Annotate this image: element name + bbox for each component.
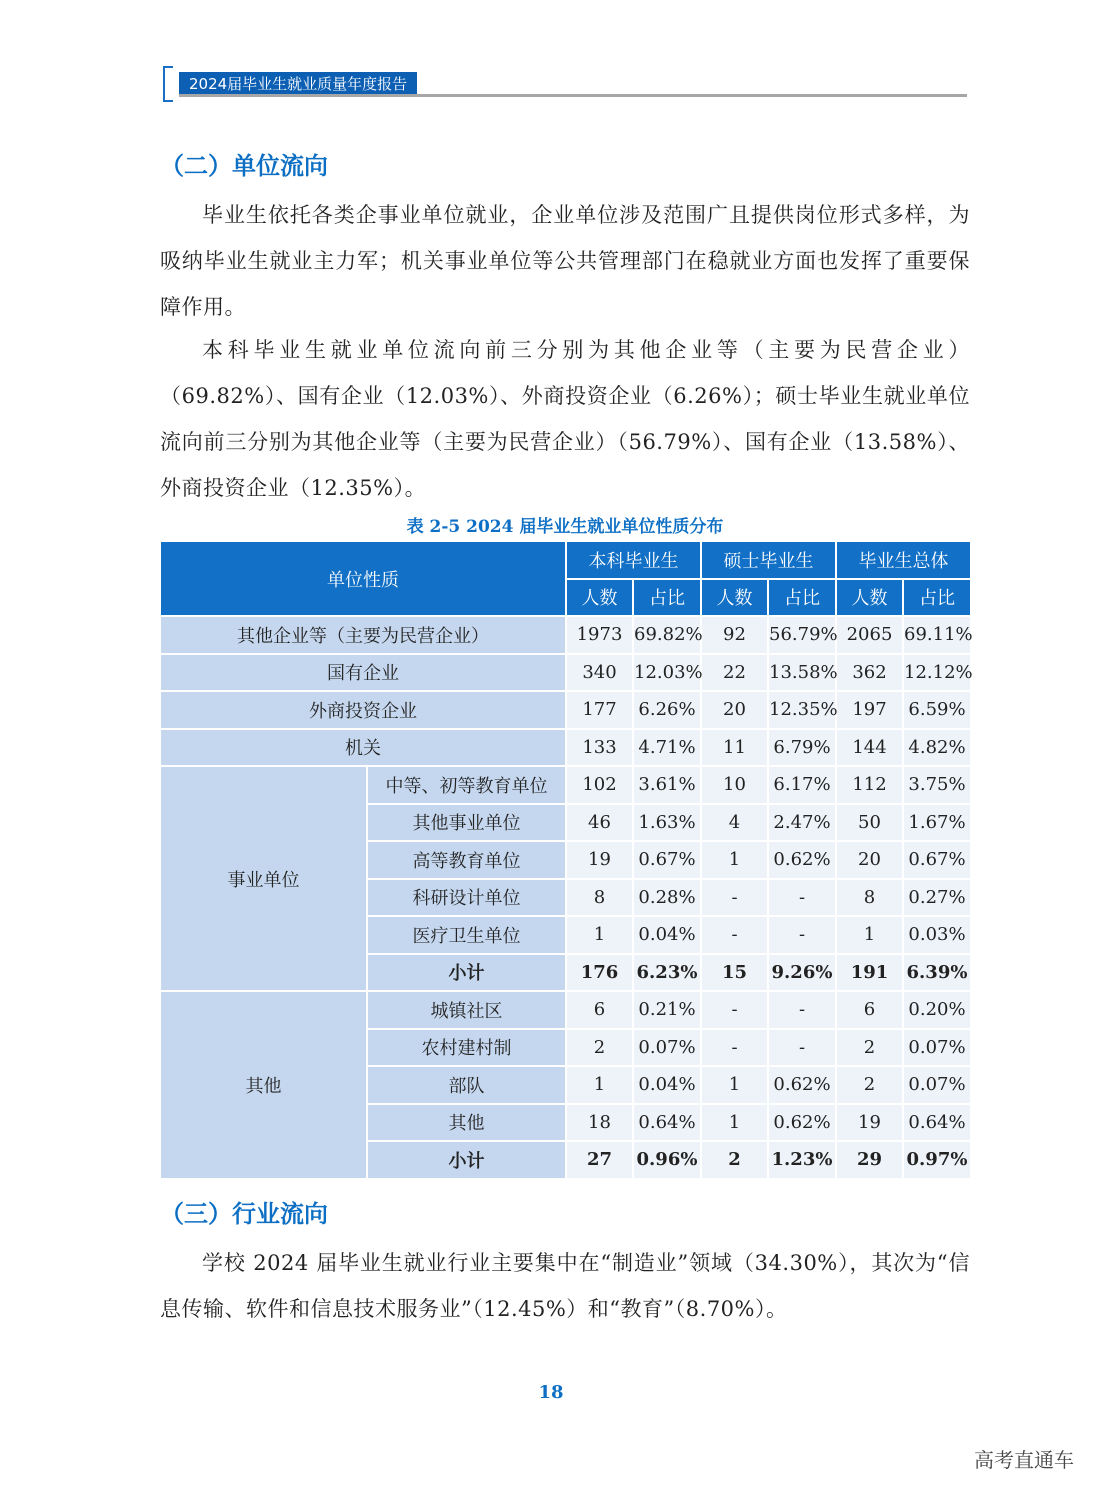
- table-cell: 0.28%: [633, 879, 701, 917]
- table-cell: 其他: [160, 991, 367, 1179]
- table-cell: 其他: [367, 1104, 566, 1142]
- table-cell: 0.04%: [633, 916, 701, 954]
- table-cell: 0.67%: [633, 841, 701, 879]
- table-cell: 46: [566, 804, 633, 842]
- table-cell: 191: [836, 954, 903, 992]
- table-cell: 6.23%: [633, 954, 701, 992]
- table-cell: 69.11%: [903, 616, 971, 654]
- table-cell: 0.20%: [903, 991, 971, 1029]
- table-cell: 0.62%: [768, 1066, 836, 1104]
- table-cell: 27: [566, 1141, 633, 1179]
- header-title: 2024届毕业生就业质量年度报告: [179, 72, 417, 96]
- header-total: 毕业生总体: [836, 541, 971, 579]
- table-row: [160, 729, 971, 767]
- table-cell: 18: [566, 1104, 633, 1142]
- table-cell: 0.21%: [633, 991, 701, 1029]
- table-cell: 0.62%: [768, 841, 836, 879]
- table-cell: 2: [836, 1066, 903, 1104]
- table-cell: -: [701, 991, 768, 1029]
- header-undergrad: 本科毕业生: [566, 541, 701, 579]
- header-ratio: 占比: [633, 579, 701, 617]
- table-row: [160, 654, 971, 692]
- header-ratio: 占比: [903, 579, 971, 617]
- table-cell: 国有企业: [160, 654, 566, 692]
- section-title-unit-flow: （二）单位流向: [160, 152, 328, 180]
- table-cell: 102: [566, 766, 633, 804]
- header-master: 硕士毕业生: [701, 541, 836, 579]
- table-cell: 3.75%: [903, 766, 971, 804]
- table-caption: 表 2-5 2024 届毕业生就业单位性质分布: [406, 517, 724, 537]
- table-cell: 城镇社区: [367, 991, 566, 1029]
- page-number: 18: [538, 1382, 564, 1403]
- table-cell: 0.64%: [903, 1104, 971, 1142]
- table-cell: 0.27%: [903, 879, 971, 917]
- paragraph-unit-intro: 毕业生依托各类企事业单位就业，企业单位涉及范围广且提供岗位形式多样，为吸纳毕业生就业主力军；机关事业单位等公共管理部门在稳就业方面也发挥了重要保障作用。: [160, 203, 970, 319]
- table-cell: 50: [836, 804, 903, 842]
- table-cell: 19: [566, 841, 633, 879]
- table-cell: 1: [701, 841, 768, 879]
- table-row: [160, 691, 971, 729]
- table-cell: -: [768, 879, 836, 917]
- header-rule: [179, 94, 967, 97]
- table-cell: 6.59%: [903, 691, 971, 729]
- paragraph-unit-top3: 本科毕业生就业单位流向前三分别为其他企业等（主要为民营企业）（69.82%）、国有企业（12.03%）、外商投资企业（6.26%）；硕士毕业生就业单位流向前三分别为其他企业等（主要为民营企业）（56.79%）、国有企业（13.58%）、外商投资企业（12.35%）。: [160, 338, 970, 500]
- table-cell: 1: [566, 1066, 633, 1104]
- table-cell: 56.79%: [768, 616, 836, 654]
- table-cell: 农村建村制: [367, 1029, 566, 1067]
- header-count: 人数: [836, 579, 903, 617]
- table-cell: 176: [566, 954, 633, 992]
- table-cell: 29: [836, 1141, 903, 1179]
- header-count: 人数: [566, 579, 633, 617]
- table-cell: 医疗卫生单位: [367, 916, 566, 954]
- table-cell: -: [701, 879, 768, 917]
- header-unit-nature: 单位性质: [160, 541, 566, 616]
- table-cell: 15: [701, 954, 768, 992]
- table-cell: 3.61%: [633, 766, 701, 804]
- table-cell: 6: [836, 991, 903, 1029]
- unit-nature-table: [159, 540, 972, 1180]
- table-cell: 事业单位: [160, 766, 367, 991]
- table-cell: 112: [836, 766, 903, 804]
- table-cell: 133: [566, 729, 633, 767]
- table-cell: 6.39%: [903, 954, 971, 992]
- table-cell: 11: [701, 729, 768, 767]
- table-cell: 0.97%: [903, 1141, 971, 1179]
- table-cell: 中等、初等教育单位: [367, 766, 566, 804]
- table-cell: 4: [701, 804, 768, 842]
- table-cell: 0.67%: [903, 841, 971, 879]
- table-cell: 20: [836, 841, 903, 879]
- table-cell: -: [701, 916, 768, 954]
- watermark: 高考直通车: [974, 1448, 1074, 1472]
- table-cell: -: [768, 991, 836, 1029]
- table-cell: 8: [836, 879, 903, 917]
- table-cell: -: [768, 1029, 836, 1067]
- table-cell: 8: [566, 879, 633, 917]
- header-ratio: 占比: [768, 579, 836, 617]
- report-header: [163, 66, 967, 100]
- table-cell: 2065: [836, 616, 903, 654]
- table-cell: 0.07%: [903, 1029, 971, 1067]
- table-cell: 19: [836, 1104, 903, 1142]
- table-cell: 12.03%: [633, 654, 701, 692]
- table-cell: 22: [701, 654, 768, 692]
- paragraph-industry: 学校 2024 届毕业生就业行业主要集中在“制造业”领域（34.30%），其次为“信息传输、软件和信息技术服务业”（12.45%）和“教育”（8.70%）。: [160, 1251, 970, 1321]
- table-cell: 0.07%: [903, 1066, 971, 1104]
- table-cell: 外商投资企业: [160, 691, 566, 729]
- table-cell: 1.67%: [903, 804, 971, 842]
- header-bracket: [163, 66, 173, 102]
- table-cell: -: [768, 916, 836, 954]
- table-cell: 4.82%: [903, 729, 971, 767]
- table-cell: 其他企业等（主要为民营企业）: [160, 616, 566, 654]
- table-cell: 2.47%: [768, 804, 836, 842]
- table-cell: 机关: [160, 729, 566, 767]
- table-cell: 6.17%: [768, 766, 836, 804]
- table-cell: 13.58%: [768, 654, 836, 692]
- table-cell: 1: [566, 916, 633, 954]
- table-cell: 340: [566, 654, 633, 692]
- table-row: [160, 766, 971, 804]
- table-cell: 1: [701, 1066, 768, 1104]
- section-title-industry-flow: （三）行业流向: [160, 1200, 328, 1228]
- table-cell: 0.96%: [633, 1141, 701, 1179]
- table-cell: 362: [836, 654, 903, 692]
- header-count: 人数: [701, 579, 768, 617]
- table-cell: 1973: [566, 616, 633, 654]
- table-cell: 10: [701, 766, 768, 804]
- table-cell: 1.63%: [633, 804, 701, 842]
- table-cell: 12.35%: [768, 691, 836, 729]
- table-cell: 0.07%: [633, 1029, 701, 1067]
- table-body: [160, 616, 971, 1179]
- table-cell: 144: [836, 729, 903, 767]
- table-cell: 其他事业单位: [367, 804, 566, 842]
- table-cell: 0.62%: [768, 1104, 836, 1142]
- table-cell: 9.26%: [768, 954, 836, 992]
- table-cell: 1.23%: [768, 1141, 836, 1179]
- table-cell: 177: [566, 691, 633, 729]
- table-cell: 69.82%: [633, 616, 701, 654]
- table-cell: 6: [566, 991, 633, 1029]
- table-cell: 12.12%: [903, 654, 971, 692]
- table-cell: 20: [701, 691, 768, 729]
- table-row: [160, 616, 971, 654]
- table-cell: 6.79%: [768, 729, 836, 767]
- table-cell: 0.04%: [633, 1066, 701, 1104]
- table-cell: 小计: [367, 954, 566, 992]
- table-cell: 1: [836, 916, 903, 954]
- table-cell: 高等教育单位: [367, 841, 566, 879]
- table-cell: 0.64%: [633, 1104, 701, 1142]
- table-cell: 2: [701, 1141, 768, 1179]
- table-row: [160, 991, 971, 1029]
- table-cell: 4.71%: [633, 729, 701, 767]
- table-cell: 科研设计单位: [367, 879, 566, 917]
- table-cell: 197: [836, 691, 903, 729]
- table-cell: 2: [566, 1029, 633, 1067]
- table-cell: 小计: [367, 1141, 566, 1179]
- table-cell: 1: [701, 1104, 768, 1142]
- table-cell: 6.26%: [633, 691, 701, 729]
- table-cell: 0.03%: [903, 916, 971, 954]
- table-cell: -: [701, 1029, 768, 1067]
- table-cell: 2: [836, 1029, 903, 1067]
- table-cell: 部队: [367, 1066, 566, 1104]
- table-cell: 92: [701, 616, 768, 654]
